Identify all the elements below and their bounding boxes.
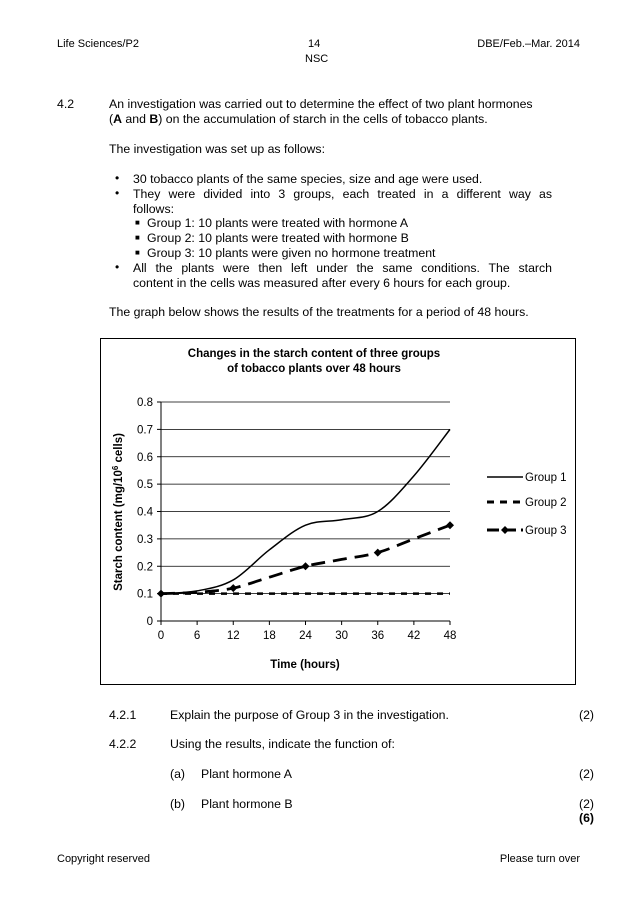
group-3-marker — [446, 521, 454, 529]
header-page-number: 14 — [308, 38, 321, 50]
bullet-icon: • — [115, 186, 120, 200]
y-tick-label: 0.2 — [137, 561, 153, 574]
subquestion-b-marks: (2) — [578, 797, 594, 811]
intro-line-1: An investigation was carried out to determine the effect of two plant hormones — [109, 97, 533, 111]
x-tick-label: 48 — [443, 630, 457, 642]
y-tick-label: 0.4 — [137, 506, 153, 519]
hormone-b-label: B — [149, 112, 159, 126]
group-2-text: Group 2: 10 plants were treated with hormone B — [147, 231, 409, 245]
y-tick-label: 0.8 — [137, 397, 153, 409]
header-subject: Life Sciences/P2 — [57, 38, 139, 50]
header-nsc: NSC — [305, 53, 329, 65]
bullet-2-line-2: follows: — [133, 202, 175, 216]
subquestion-a-text: Plant hormone A — [201, 767, 292, 781]
bullet-icon: • — [115, 260, 120, 274]
chart-title-line-2: of tobacco plants over 48 hours — [227, 363, 401, 375]
question-number: 4.2 — [57, 97, 75, 111]
x-axis-label: Time (hours) — [270, 659, 340, 671]
x-tick-label: 36 — [371, 630, 385, 642]
series-line-group-3 — [161, 525, 450, 593]
footer-turn-over: Please turn over — [499, 853, 580, 865]
legend-group-1-label: Group 1 — [525, 472, 567, 484]
bullet-1-text: 30 tobacco plants of the same species, size and age were used. — [133, 172, 483, 186]
bullet-2-line-1: They were divided into 3 groups, each treated in a different way as — [133, 187, 552, 201]
question-4-2-1-number: 4.2.1 — [109, 708, 137, 722]
setup-text: The investigation was set up as follows: — [109, 142, 325, 156]
y-axis-label: Starch content ($mg/10^6$ cells) — [110, 433, 125, 591]
y-tick-label: 0.3 — [137, 533, 153, 546]
x-tick-label: 24 — [299, 630, 312, 642]
subquestion-a-marks: (2) — [578, 767, 594, 781]
y-tick-label: 0.1 — [137, 588, 153, 601]
footer-copyright: Copyright reserved — [57, 853, 150, 865]
y-tick-label: 0 — [146, 616, 153, 628]
legend-group-2-label: Group 2 — [525, 497, 567, 509]
group-3-marker — [229, 584, 237, 592]
chart-title-line-1: Changes in the starch content of three groups — [187, 348, 441, 360]
question-4-2-1-text: Explain the purpose of Group 3 in the investigation. — [170, 708, 449, 722]
group-3-marker — [374, 549, 382, 557]
starch-chart — [101, 339, 575, 684]
x-tick-label: 6 — [193, 630, 201, 642]
legend-group-3-label: Group 3 — [525, 525, 567, 537]
y-tick-label: 0.6 — [137, 451, 153, 464]
group-1-text: Group 1: 10 plants were treated with hormone A — [147, 216, 409, 230]
bullet-3-line-2: content in the cells was measured after every 6 hours for each group. — [133, 276, 511, 290]
question-4-2-1-marks: (2) — [578, 708, 594, 722]
legend-group-3-marker — [501, 526, 509, 534]
x-tick-label: 0 — [157, 630, 165, 642]
chart-legend — [487, 472, 567, 537]
intro-line-2: (A and B) on the accumulation of starch in the cells of tobacco plants. — [109, 112, 488, 126]
square-bullet-icon: ■ — [135, 233, 140, 242]
total-marks: (6) — [578, 811, 594, 825]
bullet-icon: • — [115, 171, 120, 185]
group-3-marker — [302, 562, 310, 570]
hormone-a-label: A — [113, 112, 122, 126]
question-4-2-2-number: 4.2.2 — [109, 737, 137, 751]
square-bullet-icon: ■ — [135, 248, 140, 257]
subquestion-a-label: (a) — [170, 767, 186, 781]
subquestion-b-text: Plant hormone B — [201, 797, 293, 811]
chart-frame — [100, 338, 576, 685]
x-tick-label: 18 — [262, 630, 276, 642]
subquestion-b-label: (b) — [170, 797, 186, 811]
x-tick-label: 12 — [226, 630, 240, 642]
group-3-text: Group 3: 10 plants were given no hormone treatment — [147, 246, 436, 260]
x-tick-label: 30 — [335, 630, 349, 642]
bullet-3-line-1: All the plants were then left under the same conditions. The starch — [133, 261, 552, 275]
header-date: DBE/Feb.–Mar. 2014 — [477, 38, 580, 50]
question-4-2-2-text: Using the results, indicate the function of: — [170, 737, 395, 751]
group-3-marker — [157, 590, 165, 598]
square-bullet-icon: ■ — [135, 218, 140, 227]
x-tick-label: 42 — [407, 630, 421, 642]
y-tick-label: 0.7 — [137, 424, 153, 437]
y-tick-label: 0.5 — [137, 479, 153, 492]
graph-intro: The graph below shows the results of the treatments for a period of 48 hours. — [109, 305, 529, 319]
